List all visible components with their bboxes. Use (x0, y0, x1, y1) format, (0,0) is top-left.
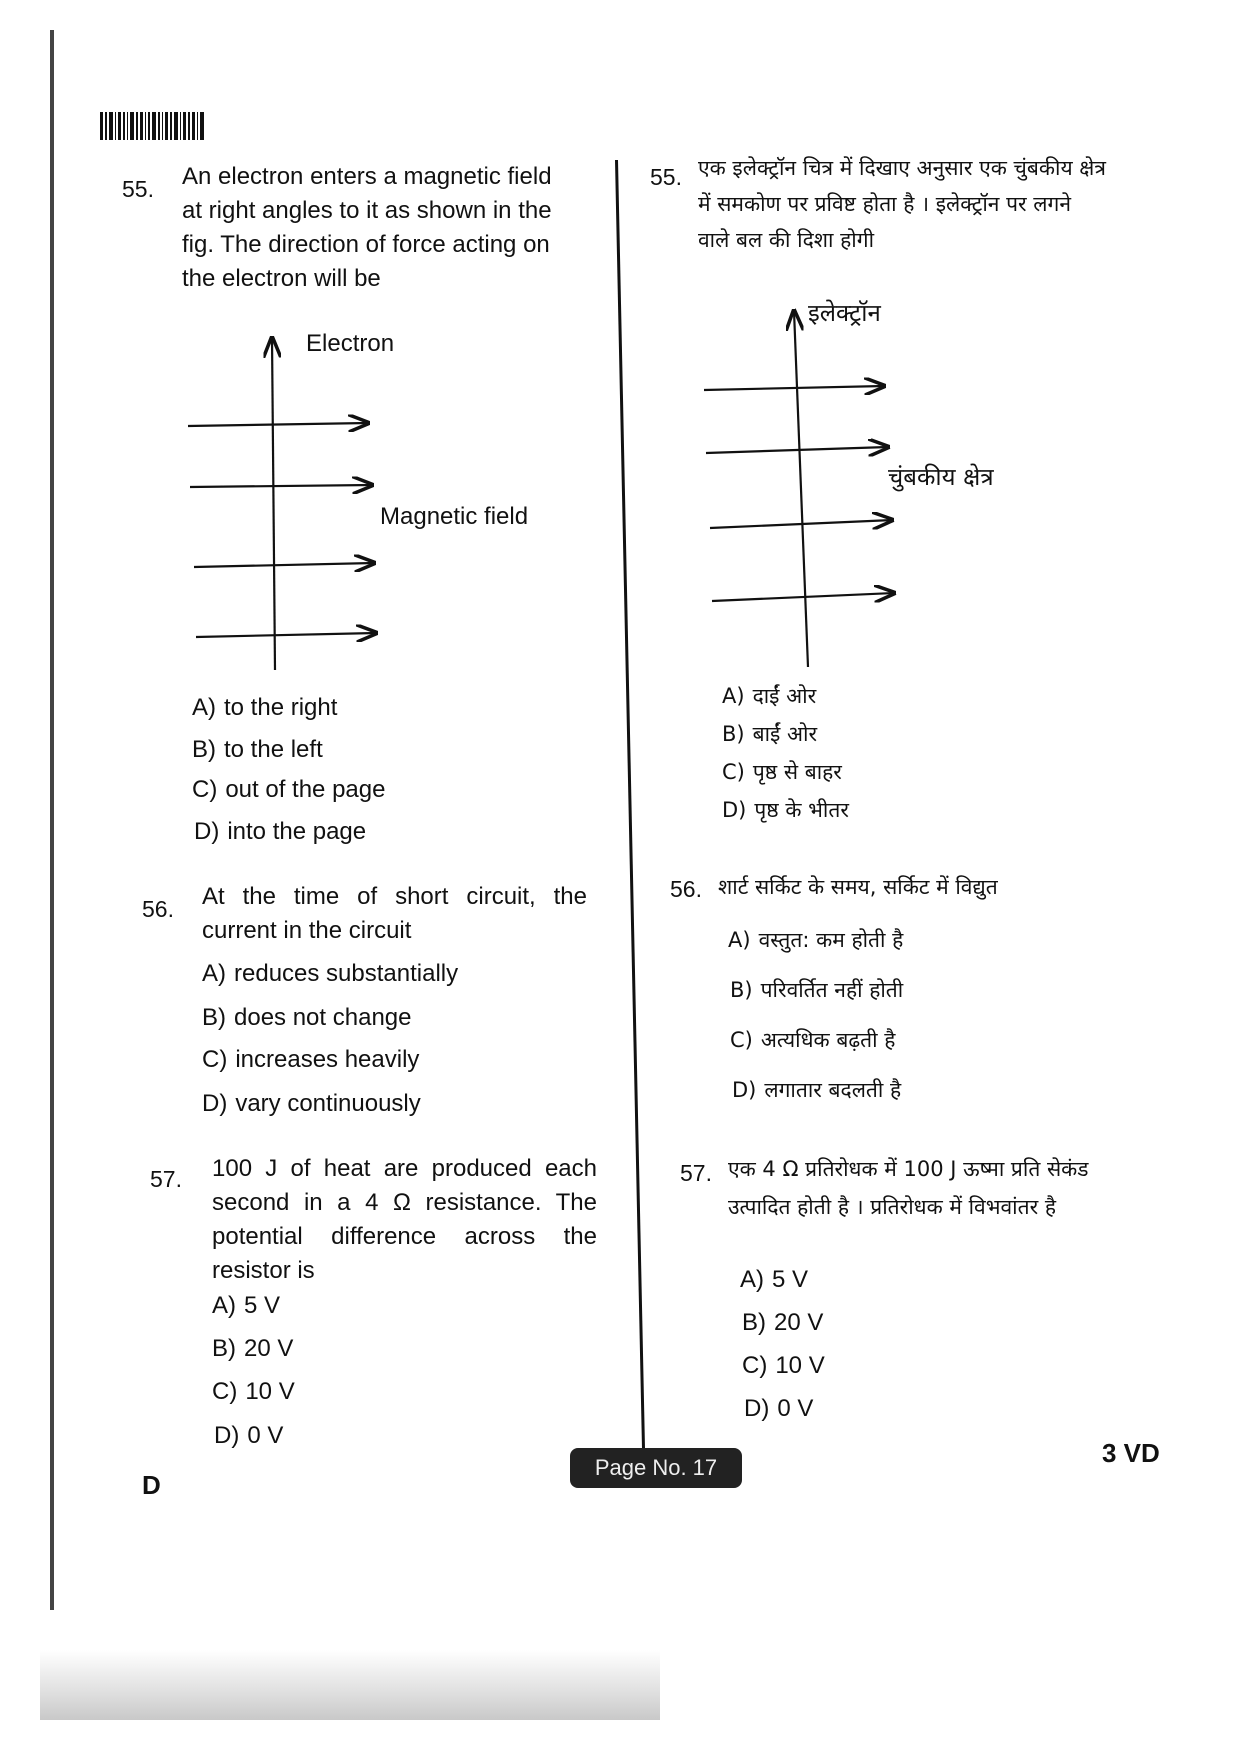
field-line-2 (190, 485, 372, 487)
option-c: C) पृष्ठ से बाहर (722, 760, 842, 784)
field-line-1 (704, 386, 884, 390)
question-text: एक इलेक्ट्रॉन चित्र में दिखाए अनुसार एक चुंबकीय क्षेत्र में समकोण पर प्रविष्ट होता है । इलेक्ट्रॉन पर लगने वाले बल की दिशा होगी (698, 156, 1106, 252)
option-c: C) 10 V (212, 1378, 295, 1405)
field-line-4 (196, 633, 376, 637)
magnetic-field-label: Magnetic field (380, 503, 529, 530)
question-text: एक 4 Ω प्रतिरोधक में 100 J ऊष्मा प्रति सेकंड उत्पादित होती है । प्रतिरोधक में विभवांतर है (728, 1157, 1089, 1219)
option-c: C) increases heavily (202, 1046, 420, 1073)
question-number: 55. (122, 176, 154, 202)
field-line-1 (188, 423, 368, 426)
option-b: B) to the left (192, 736, 323, 763)
option-a: A) 5 V (740, 1266, 809, 1293)
option-b: B) 20 V (212, 1335, 294, 1362)
option-d: D) vary continuously (202, 1090, 421, 1117)
option-d: D) 0 V (744, 1395, 814, 1422)
option-d: D) into the page (194, 818, 367, 845)
option-c: C) अत्यधिक बढ़ती है (730, 1028, 896, 1052)
option-b: B) 20 V (742, 1309, 824, 1336)
option-d: D) पृष्ठ के भीतर (722, 798, 849, 822)
question-text: शार्ट सर्किट के समय, सर्किट में विद्युत (718, 875, 998, 899)
field-line-3 (710, 520, 892, 528)
series-code: D (142, 1470, 161, 1500)
option-d: D) 0 V (214, 1422, 284, 1449)
option-b: B) परिवर्तित नहीं होती (730, 978, 904, 1002)
electron-path-arrow (272, 338, 275, 670)
question-number: 57. (680, 1160, 712, 1186)
column-divider (615, 160, 645, 1450)
barcode (100, 112, 220, 140)
option-a: A) दाईं ओर (722, 684, 817, 708)
electron-label: Electron (306, 330, 395, 357)
option-b: B) बाईं ओर (722, 722, 818, 746)
question-text: 100 J of heat are produced each second in a 4 Ω resistance. The potential difference across the resistor is (212, 1155, 597, 1284)
electron-label: इलेक्ट्रॉन (808, 299, 881, 327)
scan-shadow (40, 1650, 660, 1720)
paper-code: 3 VD (1102, 1438, 1160, 1468)
option-a: A) to the right (192, 694, 338, 721)
field-line-4 (712, 593, 894, 601)
question-number: 56. (142, 896, 174, 922)
electron-path-arrow (794, 311, 808, 667)
option-a: A) reduces substantially (202, 960, 459, 987)
magnetic-field-label: चुंबकीय क्षेत्र (888, 463, 994, 491)
field-line-2 (706, 447, 888, 453)
option-c: C) out of the page (192, 776, 386, 803)
option-a: A) 5 V (212, 1292, 281, 1319)
question-text: An electron enters a magnetic field at right angles to it as shown in the fig. The direction of force acting on the electron will be (182, 163, 552, 292)
option-a: A) वस्तुत: कम होती है (728, 928, 904, 952)
page-number-badge: Page No. 17 (570, 1448, 742, 1488)
field-line-3 (194, 563, 374, 567)
option-d: D) लगातार बदलती है (732, 1078, 902, 1102)
option-c: C) 10 V (742, 1352, 825, 1379)
question-number: 56. (670, 876, 702, 902)
question-text: At the time of short circuit, the current in the circuit (202, 883, 587, 944)
option-b: B) does not change (202, 1004, 412, 1031)
binding-edge (50, 30, 54, 1610)
question-number: 57. (150, 1166, 182, 1192)
question-number: 55. (650, 164, 682, 190)
